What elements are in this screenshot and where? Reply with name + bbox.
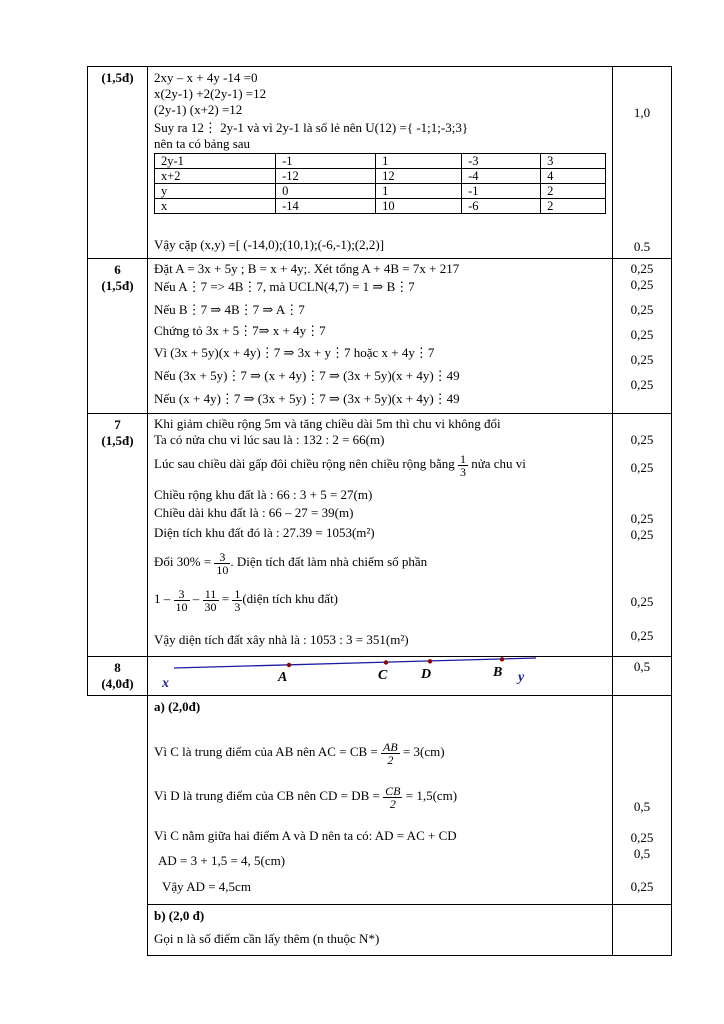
score: 0,5 <box>633 659 651 674</box>
q6-line-1: Đặt A = 3x + 5y ; B = x + 4y;. Xét tổng A + 4B = 7x + 217 <box>154 261 460 276</box>
score: 0,25 <box>630 830 654 845</box>
score: 0,25 <box>630 352 654 367</box>
q8-figure <box>148 657 613 695</box>
q6-line-4: Chứng tỏ 3x + 5⋮7⇒ x + 4y⋮7 <box>154 323 326 338</box>
q6-row <box>87 259 672 414</box>
q7-line-3: Lúc sau chiều dài gấp đôi chiều rộng nên chiều rộng bằng $\frac{1}{3}$ nửa chu vi <box>154 451 526 479</box>
score: 0,25 <box>630 628 654 643</box>
score: 0,25 <box>630 277 654 292</box>
q7-line-4: Chiều rộng khu đất là : 66 : 3 + 5 = 27(m) <box>154 487 373 502</box>
q7-line-2: Ta có nửa chu vi lúc sau là : 132 : 2 = 66(m) <box>154 432 385 447</box>
q6-line-5: Vì (3x + 5y)(x + 4y)⋮7 ⇒ 3x + y⋮7 hoặc x + 4y⋮7 <box>154 345 435 360</box>
q8b-content <box>148 905 613 955</box>
q5-line-3: (2y-1) (x+2) =12 <box>154 102 243 117</box>
q7-line-7: Đổi 30% = $\frac{3}{10}$ . Diện tích đất làm nhà chiếm số phần <box>154 549 428 577</box>
point-c <box>384 660 388 664</box>
score: 1,0 <box>633 105 651 120</box>
q8-figure-score <box>613 657 671 695</box>
q8a-line-5: Vậy AD = 4,5cm <box>162 879 251 894</box>
q5-line-1: 2xy – x + 4y -14 =0 <box>154 70 258 85</box>
label-x: x <box>162 676 169 691</box>
answer-table <box>87 66 672 956</box>
q7-label: 7 (1,5đ) <box>88 414 148 656</box>
q5-conclusion: Vậy cặp (x,y) =[ (-14,0);(10,1);(-6,-1);(2,2)] <box>154 237 385 252</box>
q7-line-1: Khi giảm chiều rộng 5m và tăng chiều dài 5m thì chu vi không đổi <box>154 416 501 431</box>
score: 0,25 <box>630 261 654 276</box>
q6-line-7: Nếu (x + 4y)⋮7 ⇒ (3x + 5y)⋮7 ⇒ (3x + 5y)(x + 4y)⋮49 <box>154 391 460 406</box>
fraction: $\frac{1}{3}$ <box>234 586 241 614</box>
fraction: $\frac{3}{10}$ <box>175 586 188 614</box>
fraction: $\frac{3}{10}$ <box>216 549 229 577</box>
q8a-scores <box>613 696 671 904</box>
q8a-row <box>147 696 672 905</box>
line-xy <box>174 658 536 668</box>
q7-line-5: Chiều dài khu đất là : 66 – 27 = 39(m) <box>154 505 354 520</box>
q7-content <box>148 414 613 656</box>
q5-value-table <box>154 153 606 214</box>
q6-label: 6 (1,5đ) <box>88 259 148 413</box>
label-b: B <box>493 665 503 680</box>
q8a-content <box>148 696 613 904</box>
q8a-title: a) (2,0đ) <box>154 699 201 714</box>
segment-diagram <box>148 657 613 695</box>
label-d: D <box>421 667 432 682</box>
table-row: y 0 1 -1 2 <box>155 184 606 199</box>
point-b <box>500 657 504 661</box>
q8b-line-1: Gọi n là số điểm cần lấy thêm (n thuộc N*) <box>154 931 380 946</box>
fraction: $\frac{CB}{2}$ <box>385 783 401 811</box>
point-d <box>428 659 432 663</box>
table-row: x+2 -12 12 -4 4 <box>155 169 606 184</box>
q6-content <box>148 259 613 413</box>
score: 0,25 <box>630 377 654 392</box>
table-row: x -14 10 -6 2 <box>155 199 606 214</box>
q8b-scores <box>613 905 671 955</box>
fraction: $\frac{AB}{2}$ <box>383 739 398 767</box>
score: 0,25 <box>630 527 654 542</box>
q7-scores <box>613 414 671 656</box>
q5-scores <box>613 67 671 258</box>
q6-scores <box>613 259 671 413</box>
q5-label: (1,5đ) <box>88 67 148 258</box>
q8a-line-2: Vì D là trung điểm của CB nên CD = DB = $\frac{CB}{2}$ = 1,5(cm) <box>154 783 458 811</box>
q6-line-2: Nếu A⋮7 => 4B⋮7, mà UCLN(4,7) = 1 ⇒ B⋮7 <box>154 279 415 294</box>
fraction: $\frac{1}{3}$ <box>459 451 466 479</box>
score: 0,25 <box>630 460 654 475</box>
q8a-line-1: Vì C là trung điểm của AB nên AC = CB = $\frac{AB}{2}$ = 3(cm) <box>154 739 445 767</box>
q5-content <box>148 67 613 258</box>
q5-line-5: nên ta có bảng sau <box>154 136 251 151</box>
score: 0,25 <box>630 879 654 894</box>
q7-line-8: 1 – $\frac{3}{10}$ – $\frac{11}{30}$ = $\frac{1}{3}$ (diện tích khu đất) <box>154 586 339 614</box>
score: 0,5 <box>633 846 651 861</box>
label-y: y <box>518 670 525 685</box>
q8b-row <box>147 905 672 956</box>
score: 0,5 <box>633 799 651 814</box>
score: 0,25 <box>630 302 654 317</box>
score: 0,25 <box>630 594 654 609</box>
score: 0,25 <box>630 432 654 447</box>
q8a-line-3: Vì C nằm giữa hai điểm A và D nên ta có: AD = AC + CD <box>154 828 457 843</box>
q8a-line-4: AD = 3 + 1,5 = 4, 5(cm) <box>158 853 286 868</box>
label-a: A <box>278 670 288 685</box>
q7-line-9: Vậy diện tích đất xây nhà là : 1053 : 3 = 351(m²) <box>154 632 409 647</box>
q6-line-6: Nếu (3x + 5y)⋮7 ⇒ (x + 4y)⋮7 ⇒ (3x + 5y)(x + 4y)⋮49 <box>154 368 460 383</box>
q6-line-3: Nếu B⋮7 ⇒ 4B⋮7 ⇒ A⋮7 <box>154 302 305 317</box>
q7-row <box>87 414 672 657</box>
score: 0,25 <box>630 327 654 342</box>
table-row: 2y-1 -1 1 -3 3 <box>155 154 606 169</box>
q8b-title: b) (2,0 đ) <box>154 908 205 923</box>
point-a <box>287 663 291 667</box>
score: 0,25 <box>630 511 654 526</box>
q5-row <box>87 66 672 259</box>
q5-line-2: x(2y-1) +2(2y-1) =12 <box>154 86 267 101</box>
q8-label: 8 (4,0đ) <box>88 657 148 954</box>
q7-line-6: Diện tích khu đất đó là : 27.39 = 1053(m²) <box>154 525 375 540</box>
fraction: $\frac{11}{30}$ <box>204 586 217 614</box>
q8-figure-row <box>87 657 672 696</box>
q5-line-4: Suy ra 12⋮ 2y-1 và vì 2y-1 là số lẻ nên U(12) ={ -1;1;-3;3} <box>154 120 469 135</box>
score: 0.5 <box>633 239 651 254</box>
label-c: C <box>378 668 388 683</box>
